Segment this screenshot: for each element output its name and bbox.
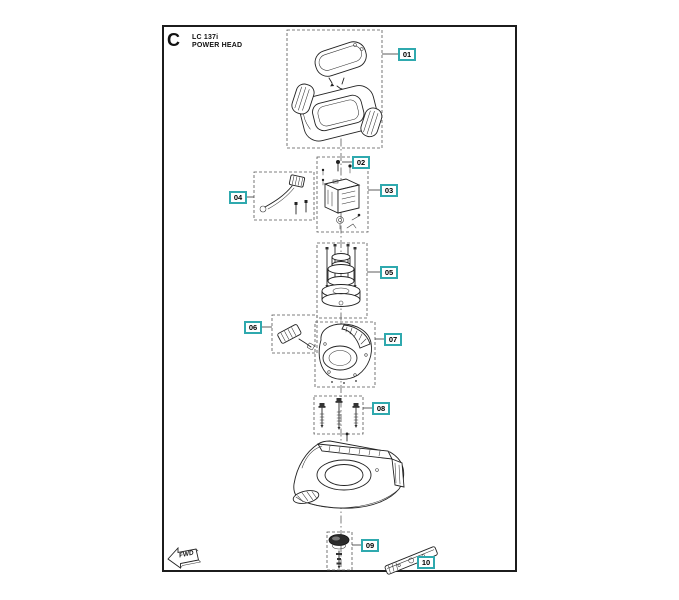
part-blade-adapter xyxy=(329,535,349,570)
section-letter: C xyxy=(167,30,180,50)
diagram-header xyxy=(192,34,242,50)
diagram-title: POWER HEAD xyxy=(192,42,243,49)
callout-02[interactable]: 02 xyxy=(352,156,370,169)
callout-10[interactable]: 10 xyxy=(417,556,435,569)
model-name: LC 137i xyxy=(192,34,219,41)
part-mower-deck xyxy=(292,433,404,509)
callout-01[interactable]: 01 xyxy=(398,48,416,61)
callout-07[interactable]: 07 xyxy=(384,333,402,346)
callout-06[interactable]: 06 xyxy=(244,321,262,334)
part-connector xyxy=(277,324,315,350)
callout-03[interactable]: 03 xyxy=(380,184,398,197)
part-cable-assembly xyxy=(260,175,308,214)
group-box-04 xyxy=(254,172,314,220)
part-fan-housing xyxy=(319,324,371,384)
callout-04[interactable]: 04 xyxy=(229,191,247,204)
callout-08[interactable]: 08 xyxy=(372,402,390,415)
part-battery-cover xyxy=(312,39,369,80)
callout-05[interactable]: 05 xyxy=(380,266,398,279)
part-battery-box xyxy=(325,179,360,229)
part-bolt-set xyxy=(319,398,360,430)
fwd-label: FWD xyxy=(178,549,195,560)
callout-09[interactable]: 09 xyxy=(361,539,379,552)
